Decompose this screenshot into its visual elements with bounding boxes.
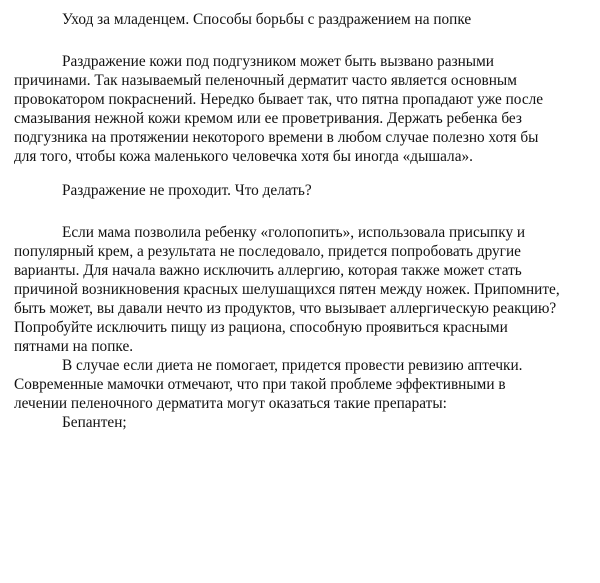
subheading: Раздражение не проходит. Что делать?	[62, 182, 312, 199]
paragraph-1-line-5: подгузника на протяжении некоторого времени в любом случае полезно хотя бы	[14, 129, 539, 146]
paragraph-1-line-1: Раздражение кожи под подгузником может быть вызвано разными	[62, 53, 494, 70]
paragraph-1-line-3: провокатором покраснений. Нередко бывает так, что пятна пропадают уже после	[14, 91, 544, 108]
paragraph-3-line-3: лечении пеленочного дерматита могут оказаться такие препараты:	[14, 395, 447, 412]
paragraph-1-line-6: для того, чтобы кожа маленького человечка хотя бы иногда «дышала».	[14, 148, 473, 165]
paragraph-2-line-3: варианты. Для начала важно исключить аллергию, которая также может стать	[14, 262, 522, 279]
paragraph-2-line-5: быть может, вы давали нечто из продуктов, что вызывает аллергическую реакцию?	[14, 300, 557, 317]
paragraph-3-line-2: Современные мамочки отмечают, что при такой проблеме эффективными в	[14, 376, 506, 393]
paragraph-1-line-2: причинами. Так называемый пеленочный дерматит часто является основным	[14, 72, 517, 89]
paragraph-2-line-4: причиной возникновения красных шелушащихся пятен между ножек. Припомните,	[14, 281, 560, 298]
paragraph-3-line-1: В случае если диета не помогает, придется провести ревизию аптечки.	[62, 357, 523, 374]
paragraph-2-line-6: Попробуйте исключить пищу из рациона, способную проявиться красными	[14, 319, 508, 336]
list-item: Бепантен;	[62, 414, 127, 431]
paragraph-1-line-4: смазывания нежной кожи кремом или ее проветривания. Держать ребенка без	[14, 110, 522, 127]
paragraph-2-line-1: Если мама позволила ребенку «голопопить», использовала присыпку и	[62, 224, 526, 241]
document-title: Уход за младенцем. Способы борьбы с раздражением на попке	[62, 11, 472, 28]
paragraph-2-line-7: пятнами на попке.	[14, 338, 134, 355]
paragraph-2-line-2: популярный крем, а результата не последовало, придется попробовать другие	[14, 243, 521, 260]
